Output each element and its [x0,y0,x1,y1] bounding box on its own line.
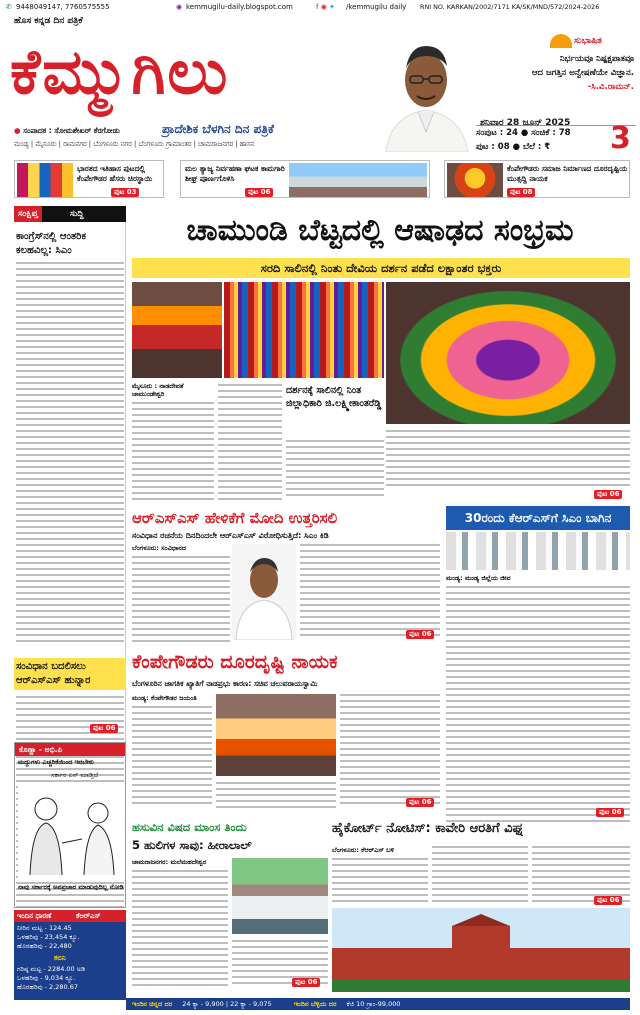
rss-page[interactable]: ಪುಟ 06 [406,630,434,639]
highcourt-building-photo [332,908,630,992]
rss-dateline: ಬೆಂಗಳೂರು: ಸಂವಿಧಾನದ [132,544,186,552]
briefs-label2: ಸುದ್ದಿ [70,209,84,219]
highcourt-dateline: ಬೆಂಗಳೂರು: ಕೆಆರ್‌ಎಸ್ ಬಳಿ [332,846,395,854]
briefs-label: ಸಂಕ್ಷಿಪ್ತ [14,206,42,222]
lead-headline[interactable]: ಚಾಮುಂಡಿ ಬೆಟ್ಟದಲ್ಲಿ ಆಷಾಢದ ಸಂಭ್ರಮ [186,213,574,248]
cartoon-label: ಕೊಣ್ಣಾ - ಅಭಿ.ಪಿ [15,743,125,756]
tiger-headline-1[interactable]: ಹಸುವಿನ ವಿಷದ ಮಾಂಸ ತಿಂದು [132,820,247,834]
tiger-page[interactable]: ಪುಟ 06 [292,978,320,987]
subhashita-line2: ಆದ ಜಗತ್ತಿನ ಅನ್ವೇಷಣೆಯೇ ವಿಜ್ಞಾನ. [531,68,634,78]
kaveri30-dateline: ಮಂಡ್ಯ: ಮಂಡ್ಯ ಜಿಲ್ಲೆಯ ಜೀವ [446,574,511,582]
rates-row-3: ಹೊರಹರಿವು - 22,480 [17,942,72,950]
rates-header [14,910,126,922]
issue-price-label: ಬೆಲೆ : ₹ [522,142,551,152]
cm-portrait [380,32,472,152]
subhashita-line1: ನಿರ್ಭಯವೂ ನಿಷ್ಪಕ್ಷಪಾತವೂ [559,54,634,64]
highcourt-headline[interactable]: ಹೈಕೋರ್ಟ್ ನೋಟಿಸ್: ಕಾವೇರಿ ಆರತಿಗೆ ವಿಘ್ನ [332,821,524,836]
rates-dam2-label: ಕಬಿನಿ [54,954,66,962]
teaser-3-page: ಪುಟ 08 [507,188,535,197]
kempegowda-body-col1 [132,706,212,810]
rates-label: ಇಂದಿನ ಧಾರಣೆ [17,912,52,920]
teaser-1-page: ಪುಟ 03 [111,188,139,197]
rates-row-1: ನೀರಿನ ಮಟ್ಟ - 124.45 [17,924,72,932]
lead-photo-queue [224,282,384,378]
lead-body-col3 [286,440,384,502]
phone-number: 9448049147, 7760575555 [16,3,110,11]
kempegowda-headline[interactable]: ಕೆಂಪೇಗೌಡರು ದೂರದೃಷ್ಟಿ ನಾಯಕ [132,651,338,673]
brief-2-headline[interactable]: ಸಂವಿಧಾನ ಬದಲಿಸಲು ಆರ್‌ಎಸ್‌ಎಸ್ ಹುನ್ನಾರ [14,658,126,690]
social-icons: f ◉ ✦ [316,3,335,11]
kaveri30-body [446,586,630,822]
kaveri30-photo [446,532,630,570]
issue-pages: ಪುಟ : 08 [476,142,510,152]
kempegowda-body-col3 [340,694,440,810]
rss-headline[interactable]: ಆರ್‌ಎಸ್‌ಎಸ್ ಹೇಳಿಕೆಗೆ ಮೋದಿ ಉತ್ತರಿಸಲಿ [132,509,338,527]
tiger-body-col1 [132,870,228,988]
teaser-3-photo [447,163,503,197]
tiger-headline-2[interactable]: 5 ಹುಲಿಗಳ ಸಾವು: ಹೀರಾಲಾಲ್ [132,838,252,852]
rss-cm-photo [232,544,296,640]
cartoon-box [14,742,126,908]
lead-body-col2 [218,384,282,502]
subhashita-author: -ಸಿ.ವಿ.ರಾಮನ್. [587,82,634,92]
bottom-gold-rate: 24 ಕ್ಯಾ - 9,900 | 22 ಕ್ಯಾ - 9,075 [182,1000,272,1008]
kempegowda-subhead: ಬೆಂಗಳೂರಿನ ಜಾಗತಿಕ ಖ್ಯಾತಿಗೆ ನಾಡಪ್ರಭು ಕಾರಣ: ಸಚಿವ ಚಲುವರಾಯಸ್ವಾಮಿ [132,679,318,688]
masthead [0,14,640,156]
blog-icon: ◉ [176,3,183,11]
issue-numbers: ಸಂಪುಟ : 24 ● ಸಂಚಿಕೆ : 78 [476,128,571,138]
cartoon-drawing [18,783,124,881]
tiger-photo [232,858,328,934]
social-handle[interactable]: /kemmugilu daily [346,3,407,11]
kempegowda-page[interactable]: ಪುಟ 06 [406,798,434,807]
top-bar [0,0,640,14]
issue-number: ಸಂಚಿಕೆ : 78 [531,128,571,138]
lead-page[interactable]: ಪುಟ 06 [594,490,622,499]
editor-icon: ● [14,126,21,135]
teaser-1-photo [17,163,73,197]
kempegowda-body-col2 [216,782,336,810]
subhashita-box [476,34,636,102]
districts-line: ಮಂಡ್ಯ | ಮೈಸೂರು | ರಾಮನಗರ | ಬೆಂಗಳೂರು ನಗರ | ಬೆಂಗಳೂರು ಗ್ರಾಮಾಂತರ | ಚಾಮರಾಜನಗರ | ಹಾಸನ [14,140,255,148]
lead-photo-ritual [132,282,222,378]
teaser-2-photo [289,163,427,197]
bottom-bar [126,998,630,1010]
cartoon-caption-3: ನಾವು ಸರ್ಕಾರಕ್ಕೆ ಅಪಪ್ರಚಾರ ಮಾಡುವುದಿಲ್ಲ ನೋಡಿ [18,883,124,891]
teaser-3[interactable] [444,160,630,198]
rss-body-col2 [300,544,440,640]
kempegowda-photo [216,694,336,776]
cartoon-caption-1: ಮದ್ದುಗಳು ಎಚ್ಚರಿಕೆಯಿಂದ ಇರಬೇಕು [18,758,94,766]
blog-link[interactable]: kemmugilu-daily.blogspot.com [186,3,293,11]
rss-subhead: ಸಂವಿಧಾನ ರಚನೆಯ ದಿನದಿಂದಲೇ ಆರ್‌ಎಸ್‌ಎಸ್ ವಿರೋಧಿಸುತ್ತಿದೆ: ಸಿಎಂ ಕಿಡಿ [132,531,329,540]
lead-photo-goddess [386,282,630,424]
rates-box [14,910,126,1000]
teaser-3-text: ಕೆಂಪೇಗೌಡರು ಸಮಾಜ ನಿರ್ಮಾಣದ ದೂರದೃಷ್ಟಿಯ ಮುತ್ಸದ್ದಿ ನಾಯಕ [507,164,628,183]
editor-line [14,126,120,136]
rates-row-6: ಹೊರಹರಿವು - 2,280.67 [17,983,79,991]
lead-body-col1 [132,384,214,502]
brief-2-page[interactable]: ಪುಟ 06 [90,724,118,733]
subhashita-label: ಸುಭಾಷಿತ [574,36,602,46]
rates-row-4: ಗರಿಷ್ಠ ಮಟ್ಟ - 2284.00 ಅಡಿ [17,965,86,973]
rates-label2: ಕೆಆರ್‌ಎಸ್ [76,912,101,920]
rates-row-2: ಒಳಹರಿವು - 23,454 ಕ್ಯೂ. [17,933,80,941]
issue-price: 3 [610,121,631,156]
highcourt-body-col1 [332,858,428,906]
brief-1-headline[interactable]: ಕಾಂಗ್ರೆಸ್‌ನಲ್ಲಿ ಆಂತರಿಕ ಕಲಹವಿಲ್ಲ: ಸಿಎಂ [16,231,86,256]
highcourt-body-col2 [432,846,528,906]
briefs-header [14,206,126,222]
teaser-2-text: ಮಲ ತ್ಯಾಜ್ಯ ನಿರ್ವಹಣಾ ಘಟಕ ಕಾಮಗಾರಿ ಶೀಘ್ರ ಪೂರ್ಣಗೊಳಿಸಿ [185,164,285,183]
highcourt-page[interactable]: ಪುಟ 06 [594,896,622,905]
kempegowda-dateline: ಮಂಡ್ಯ: ಕೆಂಪೇಗೌಡರ ಜಯಂತಿ [132,694,197,702]
lead-dateline: ಮೈಸೂರು : ನಾಡದೇವತೆ ಚಾಮುಂಡೇಶ್ವರಿ [132,382,214,398]
teaser-2[interactable] [180,160,430,198]
kaveri30-page[interactable]: ಪುಟ 06 [596,808,624,817]
teaser-strip [14,158,630,202]
sun-icon [550,34,572,48]
lead-subhead: ಸರದಿ ಸಾಲಿನಲ್ಲಿ ನಿಂತು ದೇವಿಯ ದರ್ಶನ ಪಡೆದ ಲಕ್ಷಾಂತರ ಭಕ್ತರು [132,258,630,278]
cartoon-caption-2: ಸರ್ಕಾರ ಏನ್ ಮಾಡ್ತಿದೆ [51,771,99,779]
issue-volume: ಸಂಪುಟ : 24 [476,128,518,138]
kaveri30-headline[interactable]: 30ರಂದು ಕೆಆರ್‌ಎಸ್‌ಗೆ ಸಿಎಂ ಬಾಗಿನ [446,506,630,530]
rni-number: RNI NO. KARKAN/2002/7171 KA/SK/MND/572/2024-2026 [420,3,600,11]
bottom-silver-label: ಇಂದಿನ ಬೆಳ್ಳಿಯ ದರ [293,1000,337,1008]
lead-body-col4 [386,430,630,490]
tiger-dateline: ಚಾಮರಾಜನಗರ: ಮಲೆಮಹದೇಶ್ವರ [132,858,207,866]
teaser-1[interactable] [14,160,164,198]
brief-1-body [16,262,124,652]
phone-icon: ✆ [6,3,12,11]
masthead-tagline: ಹೊಸ ಕನ್ನಡ ದಿನ ಪತ್ರಿಕೆ [14,16,83,26]
masthead-title: ಕೆಮ್ಮುಗಿಲು [10,35,230,108]
masthead-subtitle: ಪ್ರಾದೇಶಿಕ ಬೆಳಗಿನ ದಿನ ಪತ್ರಿಕೆ [162,122,274,136]
bottom-silver-rate: ಕೆಜಿ 10 ಗ್ರಾಂ-99,000 [346,1000,401,1008]
issue-date: ಶನಿವಾರ 28 ಜೂನ್ 2025 [480,118,571,128]
teaser-1-text: ಭಾರತದ ಇತಿಹಾಸ ಪುಟದಲ್ಲಿ ಕೆಂಪೇಗೌಡರ ಹೆಸರು ಚಿರಸ್ಥಾಯಿ [77,164,153,183]
issue-pages-price: ಪುಟ : 08 ● ಬೆಲೆ : ₹ [476,142,551,152]
rates-row-5: ಒಳಹರಿವು - 9,034 ಕ್ಯೂ. [17,974,76,982]
rss-body-col1 [132,556,230,646]
lead-inline-head[interactable]: ದರ್ಶನಕ್ಕೆ ಸಾಲಿನಲ್ಲಿ ನಿಂತ ಜಿಲ್ಲಾಧಿಕಾರಿ ಜಿ.ಲಕ್ಷ್ಮೀಕಾಂತರೆಡ್ಡಿ [286,385,382,409]
editor-name: ಸಂಪಾದಕ : ಸೋಮಶೇಖರ್ ಕೆರಗೋಡು [23,126,120,135]
teaser-2-page: ಪುಟ 06 [245,188,273,197]
bottom-gold-label: ಇಂದಿನ ಚಿನ್ನದ ದರ [132,1000,173,1008]
